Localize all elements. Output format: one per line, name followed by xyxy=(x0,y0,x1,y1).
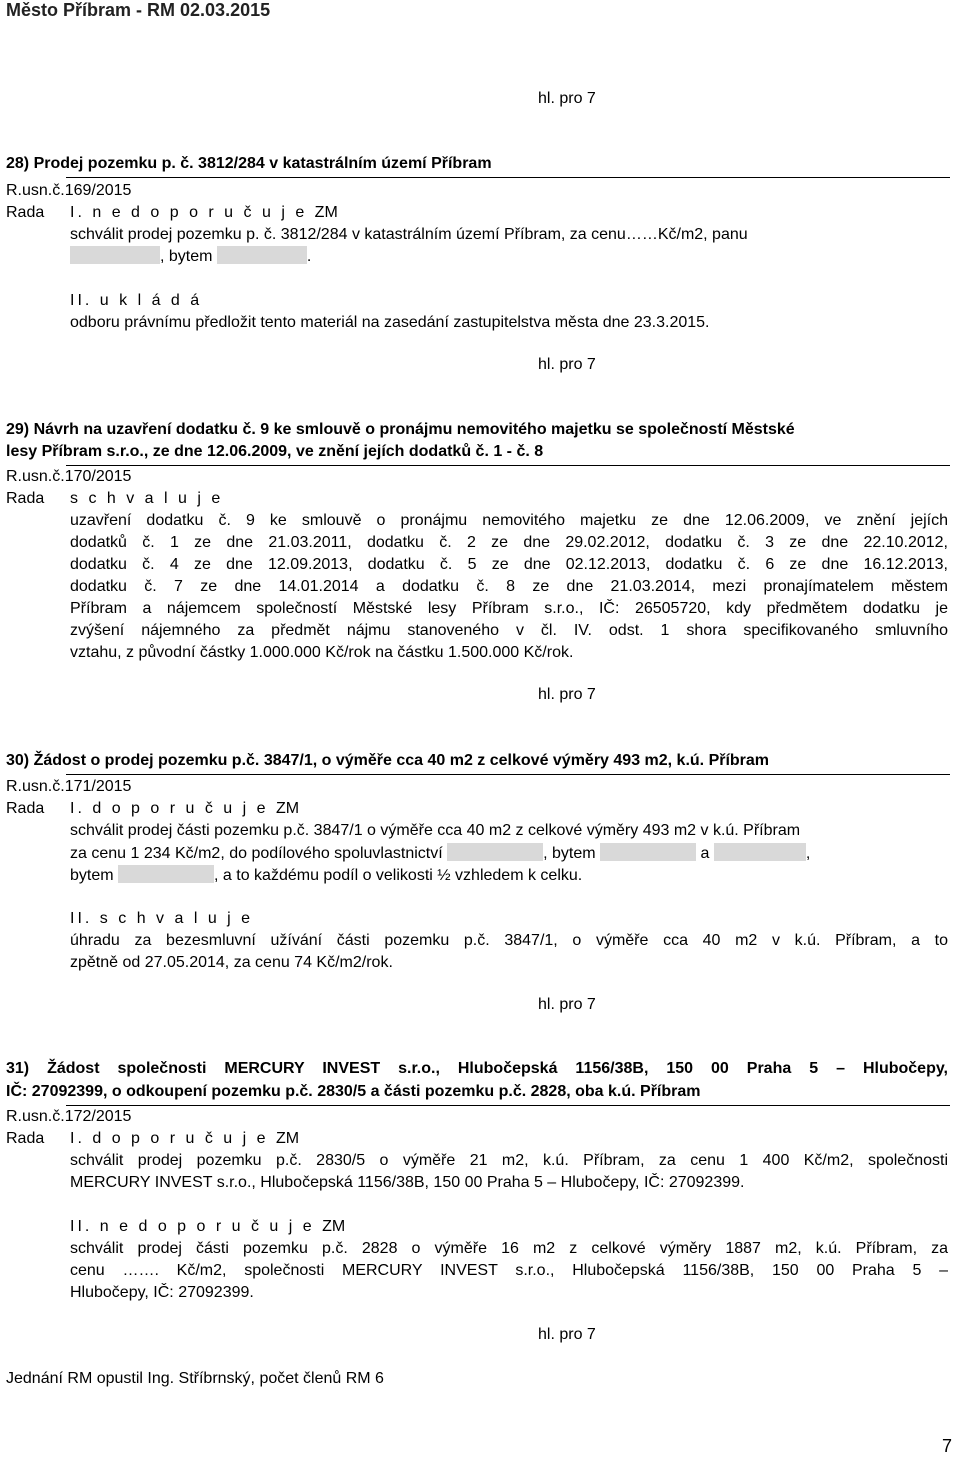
resolution-text: dodatku č. 4 ze dne 12.09.2013, dodatku č. 5 ze dne 02.12.2013, dodatku č. 6 ze dne 16.12.2013, xyxy=(70,556,948,573)
resolution-text: schválit prodej části pozemku p.č. 2828 o výměře 16 m2 z celkové výměry 1887 m2, k.ú. Příbram, za xyxy=(70,1240,948,1257)
resolution-text: zvýšení nájemného za předmět nájmu stanoveného v čl. IV. odst. 1 shora specifikovaného smluvního xyxy=(70,622,948,639)
resolution-text: Příbram a nájemcem společností Městské lesy Příbram s.r.o., IČ: 26505720, kdy předmětem dodatku je xyxy=(70,600,948,617)
redacted-address xyxy=(217,246,307,264)
resolution-verb: s c h v a l u j e xyxy=(70,490,224,507)
resolution-number: R.usn.č.171/2015 xyxy=(6,778,132,795)
divider xyxy=(66,774,950,775)
resolution-text: dodatku č. 7 ze dne 14.01.2014 a dodatku č. 8 ze dne 21.03.2014, mezi pronajímatelem městem xyxy=(70,578,948,595)
resolution-text: schválit prodej pozemku p.č. 2830/5 o výměře 21 m2, k.ú. Příbram, za cenu 1 400 Kč/m2, společnosti xyxy=(70,1152,948,1169)
item-29-heading: lesy Příbram s.r.o., ze dne 12.06.2009, ve znění jejích dodatků č. 1 - č. 8 xyxy=(6,443,544,460)
resolution-text: cenu ……. Kč/m2, společnosti MERCURY INVEST s.r.o., Hlubočepská 1156/38B, 150 00 Praha 5 – xyxy=(70,1262,948,1279)
divider xyxy=(66,465,950,466)
resolution-text: MERCURY INVEST s.r.o., Hlubočepská 1156/38B, 150 00 Praha 5 – Hlubočepy, IČ: 27092399. xyxy=(70,1174,745,1191)
resolution-text: za cenu 1 234 Kč/m2, do podílového spoluvlastnictví , bytem a , xyxy=(70,845,811,862)
resolution-text: úhradu za bezesmluvní užívání části pozemku p.č. 3847/1, o výměře cca 40 m2 v k.ú. Příbram, a to xyxy=(70,932,948,949)
resolution-text: odboru právnímu předložit tento materiál na zasedání zastupitelstva města dne 23.3.2015. xyxy=(70,314,710,331)
resolution-verb: II. s c h v a l u j e xyxy=(70,910,254,927)
item-28-heading: 28) Prodej pozemku p. č. 3812/284 v katastrálním území Příbram xyxy=(6,155,492,172)
resolution-verb: II. n e d o p o r u č u j e ZM xyxy=(70,1218,346,1235)
redacted-address xyxy=(118,865,214,883)
resolution-number: R.usn.č.170/2015 xyxy=(6,468,132,485)
resolution-text: schválit prodej části pozemku p.č. 3847/1 o výměře cca 40 m2 z celkové výměry 493 m2 v k.ú. Příbram xyxy=(70,822,801,839)
item-30-heading: 30) Žádost o prodej pozemku p.č. 3847/1, o výměře cca 40 m2 z celkové výměry 493 m2, k.ú. Příbram xyxy=(6,752,770,769)
resolution-verb: I. d o p o r u č u j e ZM xyxy=(70,800,300,817)
resolution-number: R.usn.č.172/2015 xyxy=(6,1108,132,1125)
resolution-text: , bytem . xyxy=(70,246,311,268)
resolution-number: R.usn.č.169/2015 xyxy=(6,182,132,199)
rada-label: Rada xyxy=(6,800,45,817)
resolution-text: dodatků č. 1 ze dne 21.03.2011, dodatku č. 2 ze dne 29.02.2012, dodatku č. 3 ze dne 22.10.2012, xyxy=(70,534,948,551)
vote-count: hl. pro 7 xyxy=(538,90,596,107)
rada-label: Rada xyxy=(6,1130,45,1147)
item-31-heading: IČ: 27092399, o odkoupení pozemku p.č. 2830/5 a části pozemku p.č. 2828, oba k.ú. Příbram xyxy=(6,1083,701,1100)
resolution-text: Hlubočepy, IČ: 27092399. xyxy=(70,1284,254,1301)
resolution-text: zpětně od 27.05.2014, za cenu 74 Kč/m2/rok. xyxy=(70,954,393,971)
resolution-text: schválit prodej pozemku p. č. 3812/284 v katastrálním území Příbram, za cenu……Kč/m2, panu xyxy=(70,226,748,243)
resolution-verb: I. n e d o p o r u č u j e ZM xyxy=(70,204,338,221)
redacted-name xyxy=(714,843,806,861)
divider xyxy=(66,177,950,178)
divider xyxy=(66,1105,950,1106)
redacted-name xyxy=(447,843,543,861)
page-header-title: Město Příbram - RM 02.03.2015 xyxy=(6,0,271,20)
rada-label: Rada xyxy=(6,490,45,507)
page-number: 7 xyxy=(942,1436,953,1456)
vote-count: hl. pro 7 xyxy=(538,996,596,1013)
resolution-text: uzavření dodatku č. 9 ke smlouvě o pronájmu nemovitého majetku ze dne 12.06.2009, ve znění jejích xyxy=(70,512,948,529)
vote-count: hl. pro 7 xyxy=(538,356,596,373)
vote-count: hl. pro 7 xyxy=(538,686,596,703)
vote-count: hl. pro 7 xyxy=(538,1326,596,1343)
item-29-heading: 29) Návrh na uzavření dodatku č. 9 ke smlouvě o pronájmu nemovitého majetku se společností Městské xyxy=(6,421,795,438)
resolution-verb: I. d o p o r u č u j e ZM xyxy=(70,1130,300,1147)
footer-note: Jednání RM opustil Ing. Stříbrnský, počet členů RM 6 xyxy=(6,1370,384,1387)
resolution-text: bytem , a to každému podíl o velikosti ½ vzhledem k celku. xyxy=(70,867,583,884)
redacted-address xyxy=(600,843,696,861)
rada-label: Rada xyxy=(6,204,45,221)
resolution-text: vztahu, z původní částky 1.000.000 Kč/rok na částku 1.500.000 Kč/rok. xyxy=(70,644,574,661)
item-31-heading: 31) Žádost společnosti MERCURY INVEST s.r.o., Hlubočepská 1156/38B, 150 00 Praha 5 – Hlubočepy, xyxy=(6,1060,948,1077)
resolution-verb: II. u k l á d á xyxy=(70,292,203,309)
redacted-name xyxy=(70,246,160,264)
